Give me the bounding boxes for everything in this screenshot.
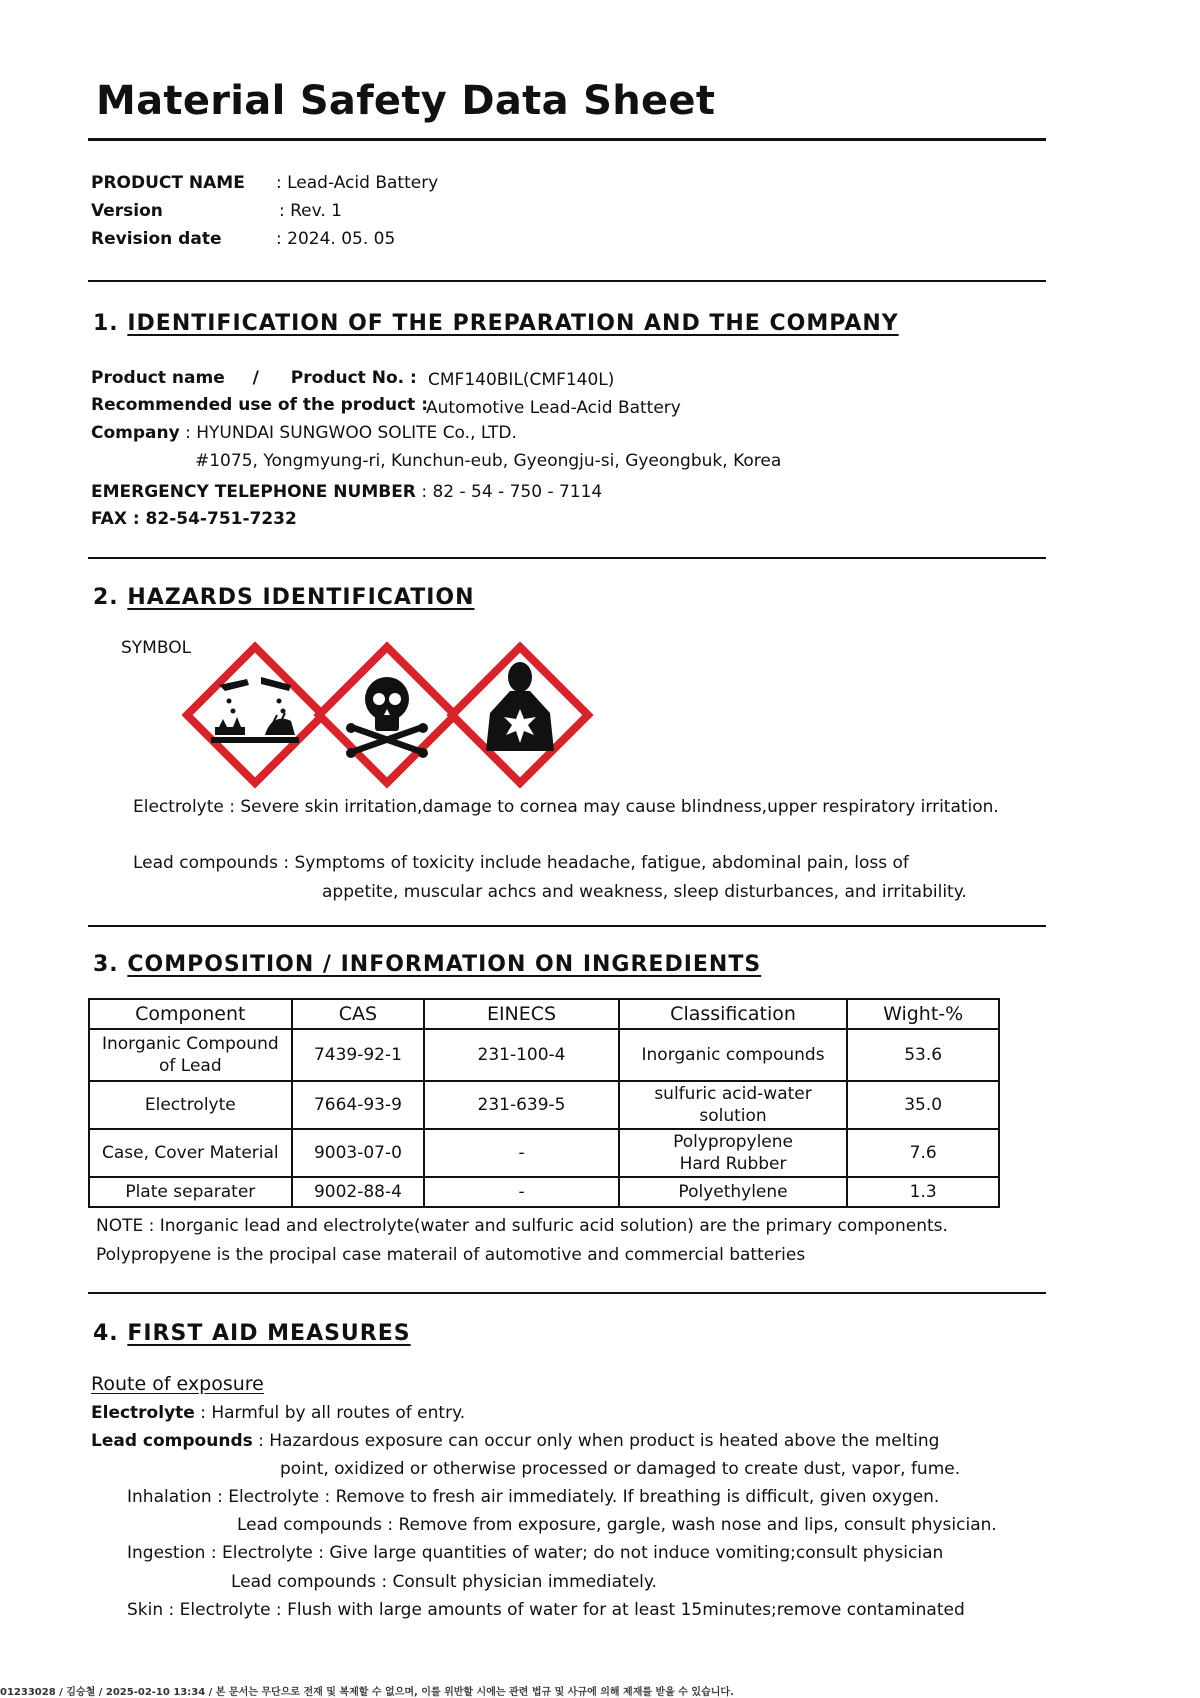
- lead-route-line: [91, 1431, 939, 1451]
- cell-cas: 9002-88-4: [292, 1177, 425, 1207]
- electrolyte-hazard-text: Electrolyte : Severe skin irritation,damage to cornea may cause blindness,upper respiratory irritation.: [133, 797, 999, 817]
- health-hazard-icon: [452, 647, 588, 783]
- version-value: : Rev. 1: [279, 201, 343, 221]
- header-classification: Classification: [619, 999, 848, 1029]
- emergency-label: EMERGENCY TELEPHONE NUMBER: [91, 482, 416, 502]
- composition-table: [88, 998, 1000, 1208]
- ingestion-line-2: Lead compounds : Consult physician immediately.: [231, 1572, 657, 1592]
- cell-classification-line: Hard Rubber: [679, 1154, 787, 1174]
- section-3-number: 3.: [93, 952, 119, 977]
- inhalation-line-1: Inhalation : Electrolyte : Remove to fresh air immediately. If breathing is difficult, given oxygen.: [127, 1487, 940, 1507]
- skull-crossbones-icon: [319, 647, 455, 783]
- section-1-title: IDENTIFICATION OF THE PREPARATION AND THE COMPANY: [127, 311, 899, 336]
- product-name-value: : Lead-Acid Battery: [276, 173, 439, 193]
- cell-component: [89, 1081, 292, 1129]
- section-3-divider: [88, 1292, 1046, 1294]
- cell-classification: [619, 1081, 848, 1129]
- section-4-number: 4.: [93, 1321, 119, 1346]
- section-1-heading: [93, 311, 899, 336]
- cell-classification-line: sulfuric acid-water: [654, 1084, 812, 1104]
- revision-date-value: : 2024. 05. 05: [276, 229, 396, 249]
- ingestion-line-1: Ingestion : Electrolyte : Give large quantities of water; do not induce vomiting;consult physician: [127, 1543, 944, 1563]
- cell-classification-line: solution: [699, 1106, 767, 1126]
- recommended-use-value: Automotive Lead-Acid Battery: [426, 398, 681, 418]
- cell-component-line: Plate separater: [125, 1182, 256, 1202]
- cell-classification: [619, 1129, 848, 1177]
- section-1-divider: [88, 557, 1046, 559]
- company-address: #1075, Yongmyung-ri, Kunchun-eub, Gyeongju-si, Gyeongbuk, Korea: [195, 451, 782, 471]
- electrolyte-route-line: [91, 1403, 465, 1423]
- cell-classification: [619, 1177, 848, 1207]
- header-einecs: EINECS: [424, 999, 618, 1029]
- label-slash: /: [252, 368, 259, 388]
- corrosion-icon: [187, 647, 323, 783]
- title-divider: [88, 138, 1046, 141]
- table-row: [89, 1129, 999, 1177]
- section-3-title: COMPOSITION / INFORMATION ON INGREDIENTS: [127, 952, 762, 977]
- composition-note-1: NOTE : Inorganic lead and electrolyte(water and sulfuric acid solution) are the primary components.: [96, 1216, 948, 1236]
- revision-date-label: Revision date: [91, 229, 222, 249]
- product-name-label-1: Product name: [91, 368, 225, 388]
- hazard-pictograms: [182, 640, 602, 790]
- cell-einecs: -: [424, 1129, 618, 1177]
- company-label: Company: [91, 423, 180, 443]
- lead-route-label: Lead compounds: [91, 1431, 253, 1451]
- cell-weight: 35.0: [847, 1081, 999, 1129]
- table-row: [89, 1177, 999, 1207]
- table-row: [89, 1081, 999, 1129]
- cell-component: [89, 1129, 292, 1177]
- recommended-use-label: Recommended use of the product :: [91, 395, 428, 415]
- emergency-value: : 82 - 54 - 750 - 7114: [421, 482, 603, 502]
- header-cas: CAS: [292, 999, 425, 1029]
- cell-einecs: 231-639-5: [424, 1081, 618, 1129]
- fax-line: FAX : 82-54-751-7232: [91, 509, 297, 529]
- product-name-no-label: [91, 368, 417, 388]
- header-weight: Wight-%: [847, 999, 999, 1029]
- company-line: [91, 423, 517, 443]
- product-name-label: PRODUCT NAME: [91, 173, 245, 193]
- cell-einecs: -: [424, 1177, 618, 1207]
- emergency-line: [91, 482, 602, 502]
- cell-classification: [619, 1029, 848, 1081]
- section-2-heading: [93, 585, 475, 610]
- composition-note-2: Polypropyene is the procipal case materail of automotive and commercial batteries: [96, 1245, 806, 1265]
- cell-component-line: of Lead: [158, 1056, 222, 1076]
- header-divider: [88, 280, 1046, 282]
- section-2-divider: [88, 925, 1046, 927]
- version-label: Version: [91, 201, 163, 221]
- section-4-title: FIRST AID MEASURES: [127, 1321, 411, 1346]
- lead-hazard-text-1: Lead compounds : Symptoms of toxicity include headache, fatigue, abdominal pain, loss of: [133, 853, 909, 873]
- route-of-exposure-heading: Route of exposure: [91, 1373, 264, 1395]
- cell-classification-line: Polyethylene: [678, 1182, 788, 1202]
- cell-classification-line: Polypropylene: [673, 1132, 793, 1152]
- section-2-number: 2.: [93, 585, 119, 610]
- cell-classification-line: Inorganic compounds: [641, 1045, 825, 1065]
- footer-notice: 01233028 / 김승철 / 2025-02-10 13:34 / 본 문서는 무단으로 전재 및 복제할 수 없으며, 이를 위반할 시에는 관련 법규 및 사규에 의해 제재를 받을 수 있습니다.: [0, 1687, 734, 1698]
- product-no-value: CMF140BIL(CMF140L): [428, 370, 615, 390]
- section-2-title: HAZARDS IDENTIFICATION: [127, 585, 475, 610]
- cell-component-line: Case, Cover Material: [101, 1143, 279, 1163]
- table-header-row: [89, 999, 999, 1029]
- lead-hazard-text-2: appetite, muscular achcs and weakness, sleep disturbances, and irritability.: [322, 882, 967, 902]
- cell-cas: 9003-07-0: [292, 1129, 425, 1177]
- electrolyte-route-value: : Harmful by all routes of entry.: [200, 1403, 466, 1423]
- lead-route-value: : Hazardous exposure can occur only when product is heated above the melting: [258, 1431, 940, 1451]
- inhalation-line-2: Lead compounds : Remove from exposure, gargle, wash nose and lips, consult physician.: [237, 1515, 997, 1535]
- company-value: : HYUNDAI SUNGWOO SOLITE Co., LTD.: [185, 423, 517, 443]
- section-1-number: 1.: [93, 311, 119, 336]
- cell-component-line: Inorganic Compound: [101, 1034, 279, 1054]
- cell-weight: 1.3: [847, 1177, 999, 1207]
- section-4-heading: [93, 1321, 411, 1346]
- cell-einecs: 231-100-4: [424, 1029, 618, 1081]
- product-no-label: Product No. :: [290, 368, 417, 388]
- cell-weight: 53.6: [847, 1029, 999, 1081]
- skin-line-1: Skin : Electrolyte : Flush with large amounts of water for at least 15minutes;remove contaminated: [127, 1600, 965, 1620]
- cell-component: [89, 1029, 292, 1081]
- electrolyte-route-label: Electrolyte: [91, 1403, 195, 1423]
- symbol-label: SYMBOL: [121, 638, 192, 658]
- cell-cas: 7664-93-9: [292, 1081, 425, 1129]
- cell-weight: 7.6: [847, 1129, 999, 1177]
- document-title: Material Safety Data Sheet: [96, 78, 716, 124]
- lead-route-value-2: point, oxidized or otherwise processed or damaged to create dust, vapor, fume.: [280, 1459, 961, 1479]
- table-row: [89, 1029, 999, 1081]
- cell-component: [89, 1177, 292, 1207]
- cell-component-line: Electrolyte: [144, 1095, 236, 1115]
- header-component: Component: [89, 999, 292, 1029]
- cell-cas: 7439-92-1: [292, 1029, 425, 1081]
- section-3-heading: [93, 952, 761, 977]
